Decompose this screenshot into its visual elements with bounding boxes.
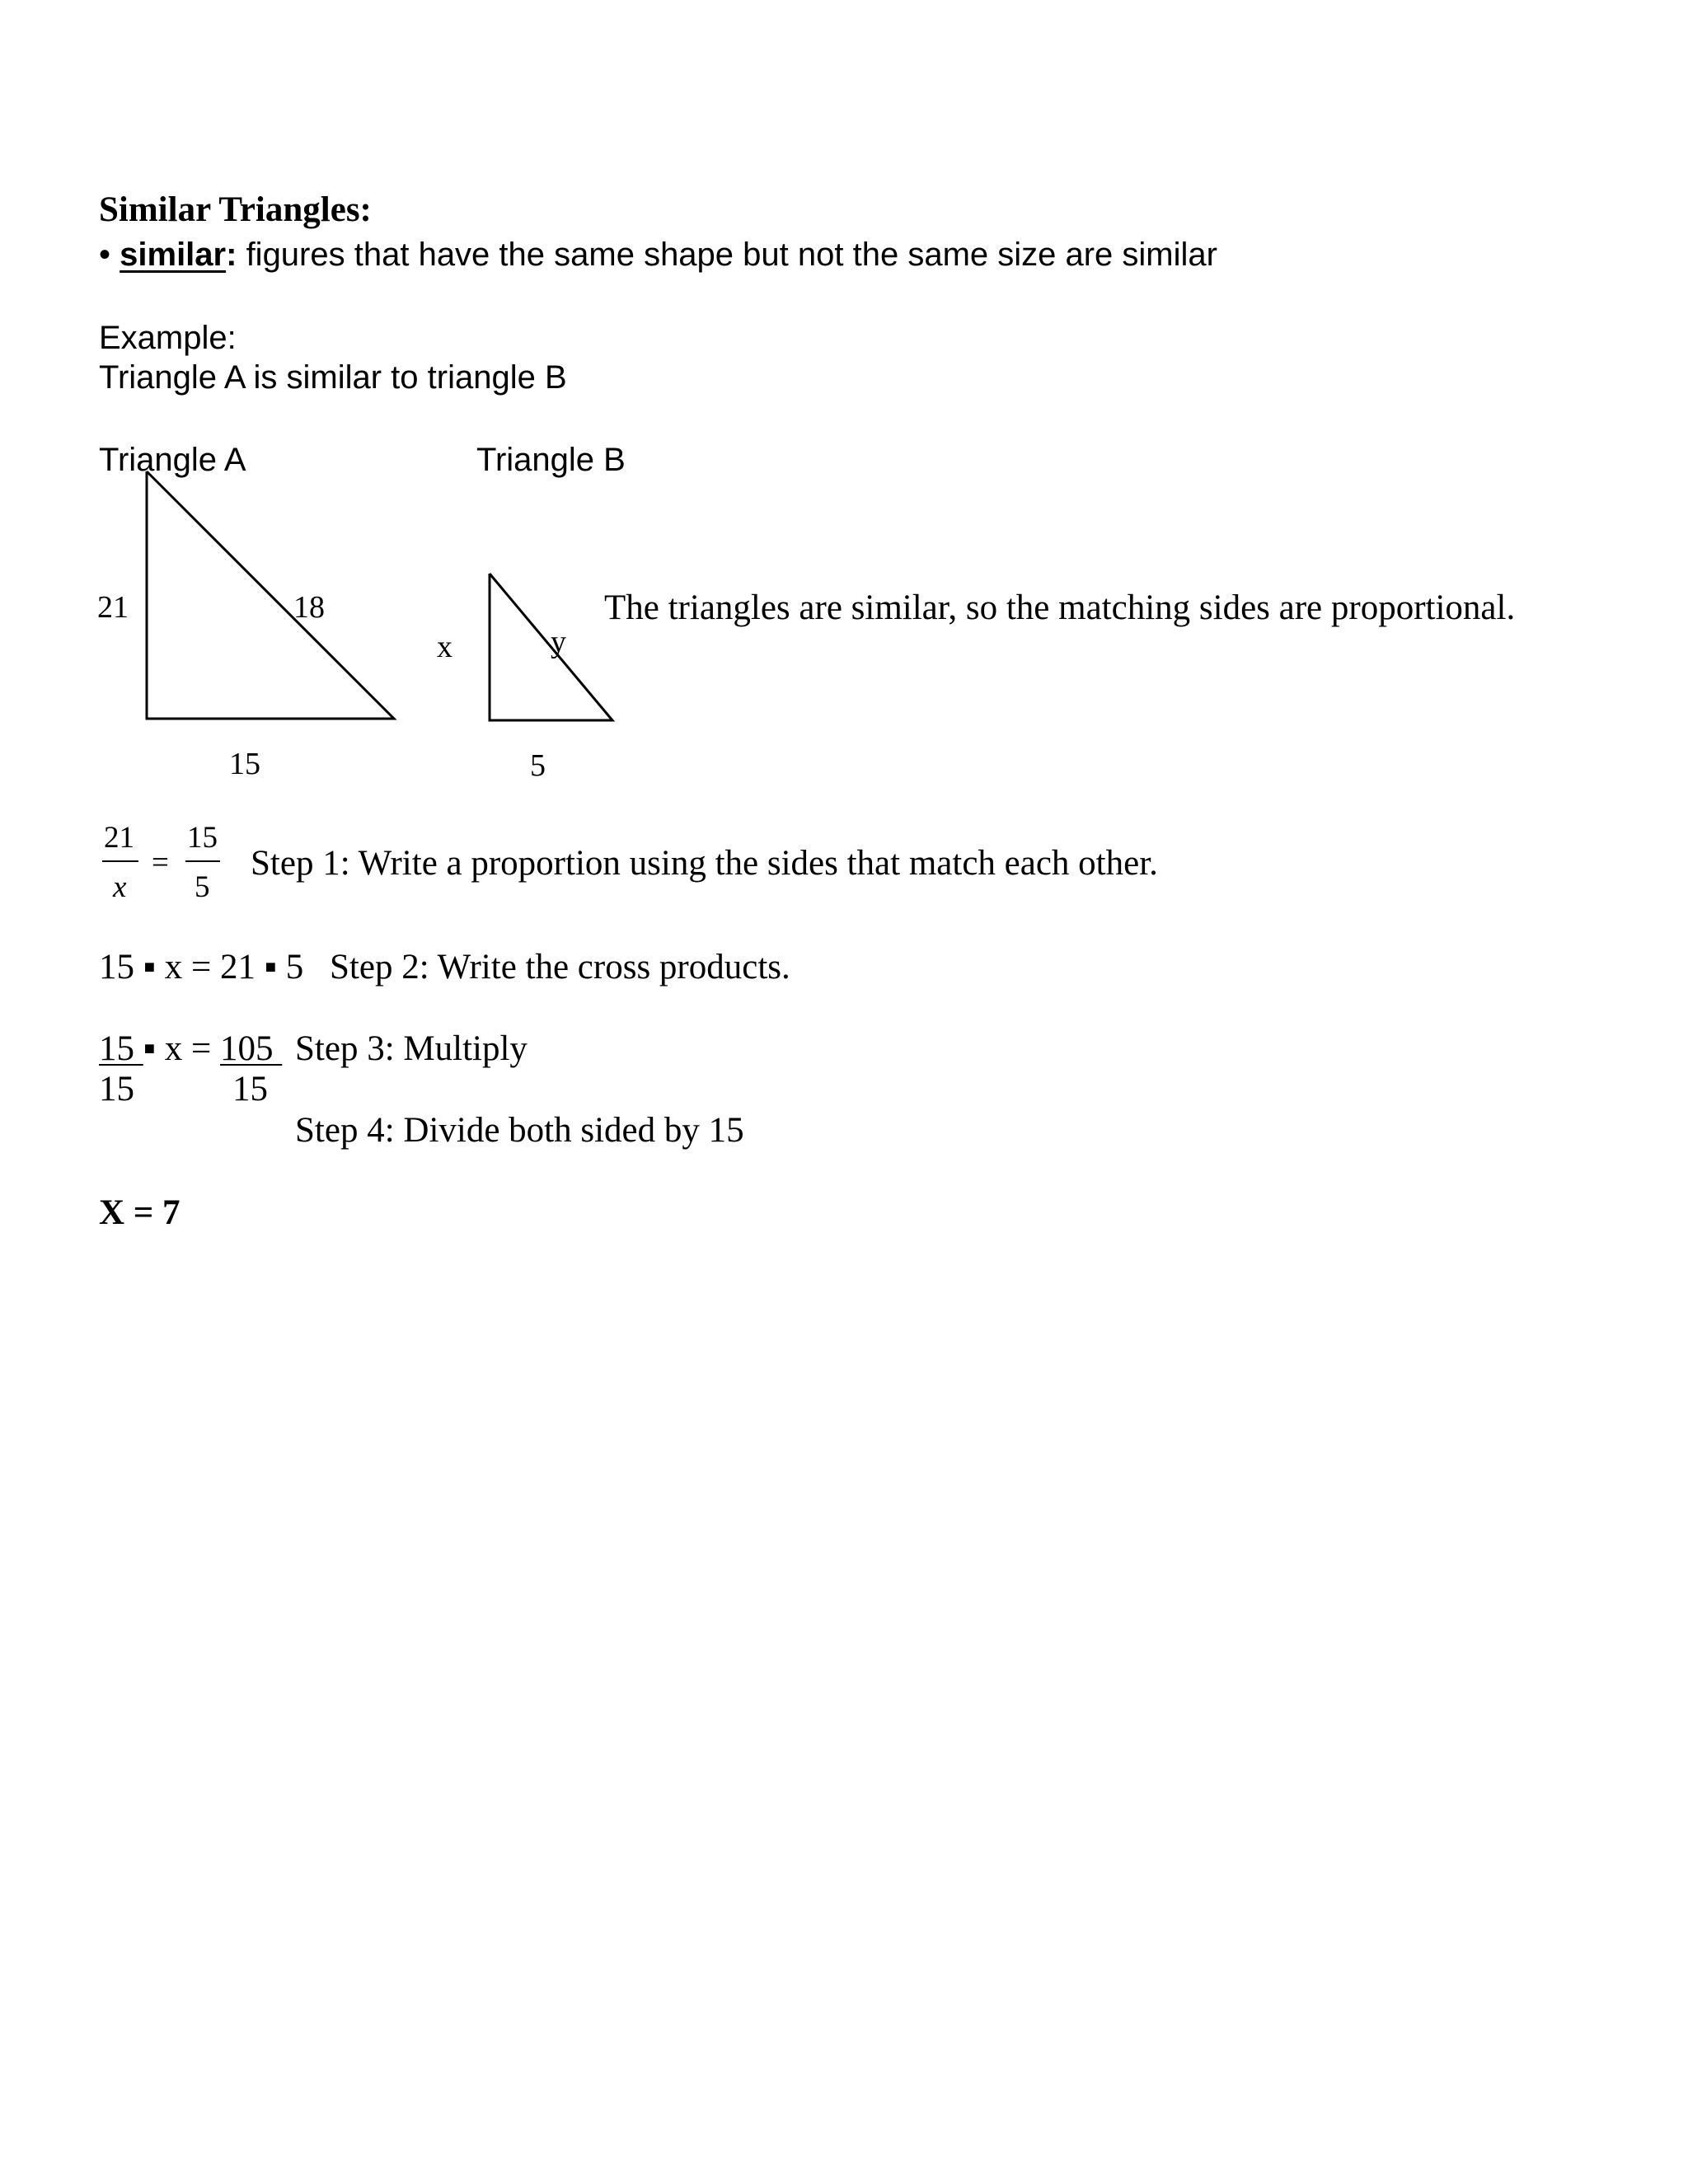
triangle-a-side-hypotenuse: 18 (293, 590, 325, 625)
step-3-text: Step 3: Multiply (295, 1029, 528, 1068)
definition-text: figures that have the same shape but not the same size are similar (246, 237, 1217, 273)
triangle-b-label: Triangle B (476, 442, 626, 478)
step-1-text: Step 1: Write a proportion using the sides that match each other. (251, 844, 1158, 883)
definition-colon: : (226, 237, 237, 273)
step-2-text: Step 2: Write the cross products. (330, 948, 790, 987)
fraction-2-bar (185, 860, 220, 862)
bullet: • (99, 237, 111, 273)
proportional-note: The triangles are similar, so the matching sides are proportional. (604, 588, 1516, 627)
definition-term: similar (120, 237, 227, 273)
step-3-left-denominator: 15 (99, 1070, 134, 1108)
triangle-a-side-bottom: 15 (229, 747, 260, 781)
page-title: Similar Triangles: (99, 190, 372, 229)
triangle-a-label: Triangle A (99, 442, 246, 478)
step-3-right-numerator: 105 (220, 1029, 283, 1068)
step-3-dot-x: ▪ x = (143, 1029, 220, 1068)
example-heading: Example: (99, 320, 237, 356)
triangle-b-side-hypotenuse: y (551, 625, 566, 659)
fraction-1-bar (102, 860, 138, 862)
triangle-b-side-left: x (437, 630, 452, 664)
proportion-equals: = (152, 846, 169, 879)
fraction-2-denominator: 5 (195, 870, 210, 904)
triangle-b-shape (0, 0, 1688, 824)
step-4-text: Step 4: Divide both sided by 15 (295, 1111, 744, 1150)
example-statement: Triangle A is similar to triangle B (99, 359, 567, 396)
step-2-equation: 15 ▪ x = 21 ▪ 5 (99, 948, 304, 987)
fraction-1-denominator: x (113, 870, 127, 904)
fraction-1-numerator: 21 (104, 821, 134, 855)
step-3-equation (99, 1031, 282, 1066)
step-3-left-numerator: 15 (99, 1029, 143, 1068)
step-3-right-denominator: 15 (232, 1070, 268, 1108)
fraction-2-numerator: 15 (187, 821, 218, 855)
answer: X = 7 (99, 1193, 181, 1232)
triangle-b-side-bottom: 5 (530, 748, 546, 783)
triangle-a-side-left: 21 (97, 590, 129, 625)
